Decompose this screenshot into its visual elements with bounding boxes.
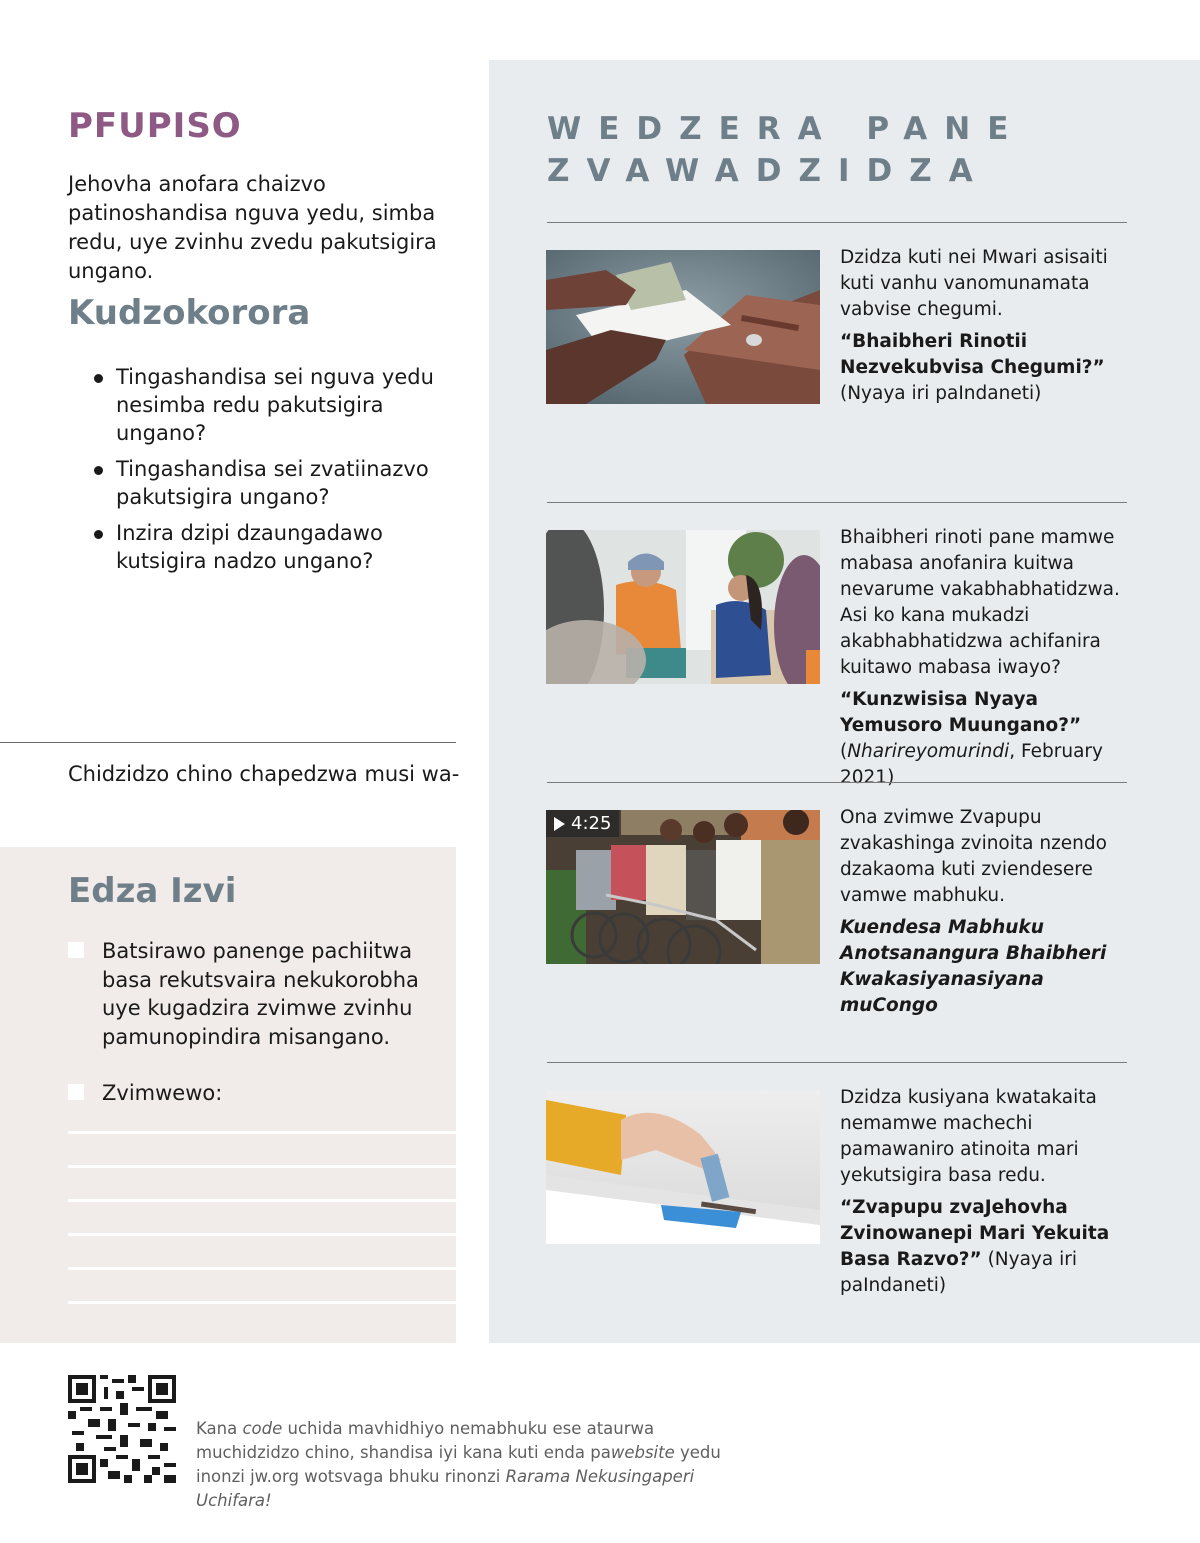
qr-code-icon[interactable] xyxy=(68,1375,176,1483)
review-question xyxy=(92,455,452,511)
review-question xyxy=(92,519,452,575)
reference xyxy=(840,915,1130,1019)
learn-more-text xyxy=(840,805,1130,1019)
reference-link[interactable]: “Bhaibheri Rinotii Nezvekubvisa Chegumi?” xyxy=(840,331,1105,378)
do-this-panel xyxy=(0,847,456,1343)
learn-more-text xyxy=(840,1085,1130,1299)
review-question-text: Tingashandisa sei nguva yedu nesimba redu pakutsigira ungano? xyxy=(116,365,434,445)
reference-source: (Nyaya iri paIndaneti) xyxy=(840,383,1042,404)
learn-more-text xyxy=(840,245,1130,407)
summary-text: Jehovha anofara chaizvo patinoshandisa nguva yedu, simba redu, uye zvinhu zvedu pakutsigira ungano. xyxy=(68,172,437,283)
bible-study-image xyxy=(546,530,820,684)
video-thumbnail-bicycles[interactable] xyxy=(546,810,820,964)
footer-text-italic: code xyxy=(242,1419,283,1438)
do-this-title: Edza Izvi xyxy=(68,871,237,911)
checkbox[interactable] xyxy=(68,1084,84,1100)
thumbnail-envelope-donation[interactable] xyxy=(546,250,820,404)
thumbnail-donation-box[interactable] xyxy=(546,1090,820,1244)
reference xyxy=(840,329,1130,407)
review-question-text: Tingashandisa sei zvatiinazvo pakutsigira ungano? xyxy=(116,457,429,509)
qr-code-graphic xyxy=(68,1375,176,1483)
divider xyxy=(547,1062,1127,1063)
video-link[interactable]: Kuendesa Mabhuku Anotsanangura Bhaibheri Kwakasiyanasiyana muCongo xyxy=(840,917,1107,1016)
divider xyxy=(547,502,1127,503)
summary-title: PFUPISO xyxy=(68,106,242,146)
envelope-donation-image xyxy=(546,250,820,404)
write-in-line[interactable] xyxy=(68,1165,456,1168)
learn-more-description: Ona zvimwe Zvapupu zvakashinga zvinoita nzendo dzakaoma kuti zviendesere vamwe mabhuku. xyxy=(840,807,1107,906)
play-icon xyxy=(554,817,565,831)
write-in-line[interactable] xyxy=(68,1301,456,1304)
footer-text-part: uchida mavhidhiyo nemabhuku ese ataurwa muchidzidzo chino, shandisa iyi kana kuti enda pa xyxy=(196,1419,655,1462)
write-in-line[interactable] xyxy=(68,1131,456,1134)
footer-text xyxy=(196,1417,756,1513)
review-question-text: Inzira dzipi dzaungadawo kutsigira nadzo ungano? xyxy=(116,521,383,573)
divider xyxy=(547,782,1127,783)
footer-text-part: yedu inonzi jw.org wotsvaga bhuku rinonzi xyxy=(196,1443,721,1486)
learn-more-text xyxy=(840,525,1130,791)
reference-source-date: , February 2021) xyxy=(840,741,1103,788)
bullet-icon xyxy=(94,530,103,539)
review-question xyxy=(92,363,452,447)
bullet-icon xyxy=(94,374,103,383)
thumbnail-bible-study[interactable] xyxy=(546,530,820,684)
learn-more-description: Dzidza kuti nei Mwari asisaiti kuti vanhu vanomunamata vabvise chegumi. xyxy=(840,247,1108,320)
do-this-item-text: Batsirawo panenge pachiitwa basa rekutsvaira nekukorobha uye kugadzira zvimwe zvinhu pamunopindira misangano. xyxy=(102,939,419,1049)
reference-link[interactable]: “Kunzwisisa Nyaya Yemusoro Muungano?” xyxy=(840,689,1082,736)
learn-more-description: Bhaibheri rinoti pane mamwe mabasa anofanira kuitwa nevarume vakabhabhatidzwa. Asi ko kana mukadzi akabhabhatidzwa achifanira kuitawo mabasa iwayo? xyxy=(840,527,1120,678)
reference xyxy=(840,687,1130,791)
divider xyxy=(547,222,1127,223)
learn-more-panel xyxy=(489,60,1200,1343)
learn-more-title: WEDZERA PANE ZVAWADZIDZA xyxy=(547,111,1026,189)
reference-source: (Nyaya iri paIndaneti) xyxy=(840,1249,1077,1296)
reference-source: ( xyxy=(840,741,848,762)
review-title: Kudzokorora xyxy=(68,293,311,333)
reference-source-publication: Nharireyomurindi xyxy=(847,741,1010,762)
footer-text-italic: website xyxy=(610,1443,675,1462)
completion-date-label: Chidzidzo chino chapedzwa musi wa- xyxy=(68,762,460,786)
checkbox[interactable] xyxy=(68,942,84,958)
footer-text-part: Kana xyxy=(196,1419,243,1438)
bullet-icon xyxy=(94,466,103,475)
write-in-line[interactable] xyxy=(68,1233,456,1236)
reference-link[interactable]: “Zvapupu zvaJehovha Zvinowanepi Mari Yekuita Basa Razvo?” xyxy=(840,1197,1110,1270)
write-in-line[interactable] xyxy=(68,1267,456,1270)
divider xyxy=(0,742,456,743)
do-this-item xyxy=(68,1079,428,1108)
learn-more-description: Dzidza kusiyana kwatakaita nemamwe machechi pamawaniro atinoita mari yekutsigira basa redu. xyxy=(840,1087,1097,1186)
do-this-item xyxy=(68,937,428,1051)
donation-box-image xyxy=(546,1090,820,1244)
video-duration-badge[interactable] xyxy=(546,810,619,837)
reference xyxy=(840,1195,1130,1299)
do-this-item-text: Zvimwewo: xyxy=(102,1081,223,1105)
review-list xyxy=(92,363,452,583)
book-title: Rarama Nekusingaperi Uchifara! xyxy=(196,1467,695,1510)
write-in-line[interactable] xyxy=(68,1199,456,1202)
video-duration: 4:25 xyxy=(571,813,612,834)
